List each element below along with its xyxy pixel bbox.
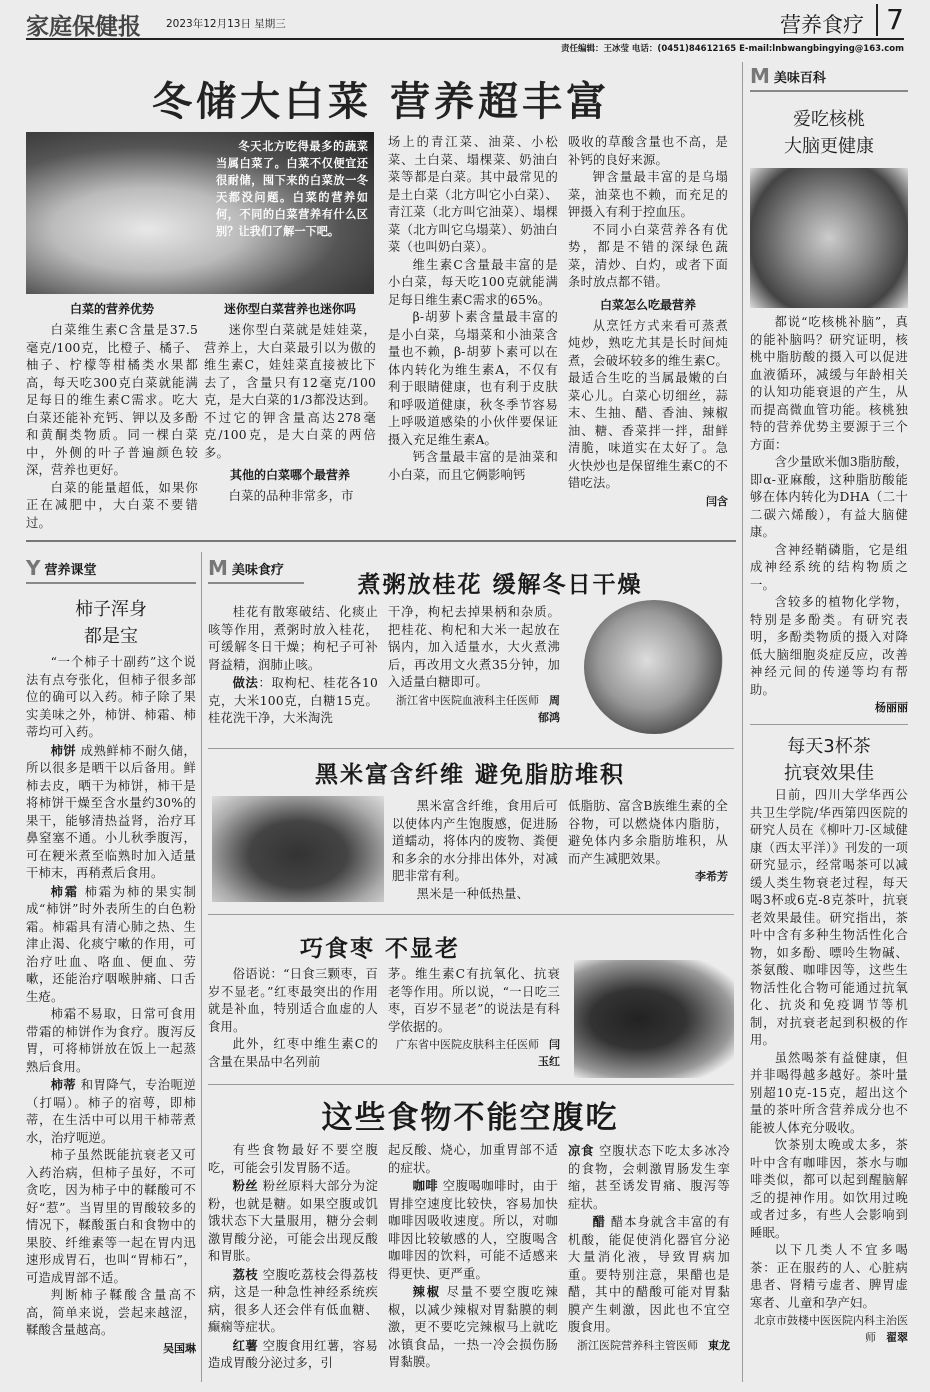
- paragraph: [208, 1266, 378, 1337]
- y-logo-icon: Y: [26, 556, 41, 580]
- headline-empty-stomach: 这些食物不能空腹吃: [321, 1100, 619, 1136]
- paragraph-text: 粉丝原料大部分为淀粉，也就是糖。如果空腹或饥饿状态下大量服用，糖分会刺激胃酸分泌，可能会出现反酸和胃胀。: [208, 1179, 378, 1263]
- paragraph: 黑米富含纤维，食用后可以使体内产生饱腹感，促进肠道蠕动，将体内的废物、粪便和多余的水分排出体外，对减肥非常有利。: [392, 799, 558, 883]
- paragraph-text: ：取枸杞、桂花各10克，大米100克，白糖15克。桂花洗干净，大米淘洗: [208, 676, 378, 725]
- author-title: 浙江医院营养科主管医师: [577, 1338, 698, 1352]
- food-section-label: [208, 556, 304, 584]
- keyword: 凉食: [568, 1143, 595, 1158]
- paragraph: 含神经鞘磷脂，它是组成神经系统的结构物质之一。: [750, 542, 908, 592]
- paragraph: 含少量欧米伽3脂肪酸，即α-亚麻酸，这种脂肪酸能够在体内转化为DHA（二十二碳六烯酸），有益大脑健康。: [750, 455, 908, 539]
- black-rice-photo: [212, 796, 384, 902]
- author-name: 杨丽丽: [875, 701, 908, 714]
- section-label-class: [26, 556, 196, 584]
- paragraph: [26, 883, 196, 1007]
- section-label-text: 美味食疗: [231, 562, 284, 578]
- keyword: 醋: [592, 1214, 606, 1229]
- black-rice-col-2: [568, 798, 728, 904]
- paragraph-text: 成熟鲜柿不耐久储，所以很多是晒干以后备用。鲜柿去皮，晒干为柿饼，柿干是将柿饼干燥至含水量约30%的果干，能够清热益肾，治疗耳鼻窒塞不通。小儿秋季腹泻，可在粳米煮至临熟时加入适量干柿末，再稍煮后食用。: [26, 743, 196, 880]
- author-name: 吴国琳: [163, 1341, 196, 1355]
- subhead-other: 其他的白菜哪个最营养: [229, 468, 350, 482]
- keyword: 柿饼: [50, 742, 77, 758]
- byline: [750, 699, 908, 716]
- right-column: [750, 64, 908, 1382]
- paragraph: 白菜的品种非常多，市: [228, 489, 354, 503]
- paragraph: 以下几类人不宜多喝茶：正在服药的人、心脏病患者、肾精亏虚者、脾胃虚寒者、儿童和孕产妇。: [750, 1243, 908, 1310]
- byline: [568, 868, 728, 885]
- divider: [201, 552, 202, 1382]
- jujube-col-2: [388, 966, 560, 1076]
- keyword: 荔枝: [232, 1266, 259, 1282]
- section-label-food: [208, 556, 304, 584]
- jujube-col-1: [208, 966, 378, 1076]
- paragraph: 低脂肪、富含B族维生素的全谷物，可以燃烧体内脂肪，避免体内多余脂肪堆积，从而产生减肥效果。: [568, 799, 728, 866]
- headline-osmanthus: 煮粥放桂花 缓解冬日干燥: [357, 572, 643, 598]
- paragraph: 起反酸、烧心，加重胃部不适的症状。: [388, 1143, 558, 1175]
- walnut-title-2: 大脑更健康: [784, 136, 874, 157]
- paragraph: β-胡萝卜素含量最丰富的是小白菜，乌塌菜和小油菜含量也不赖，β-胡萝卜素可以在体内转化为维生素A，不仅有利于眼睛健康，也有利于皮肤和呼吸道健康，秋冬季节容易上呼吸道感染的小伙伴要保证摄入充足维生素A。: [388, 310, 558, 447]
- paragraph: 吸收的草酸含量也不高，是补钙的良好来源。: [568, 135, 728, 167]
- paragraph: 迷你型白菜就是娃娃菜，营养上，大白菜最引以为傲的维生素C，娃娃菜直接被比下去了，含量只有12毫克/100克，是大白菜的1/3都没达到。不过它的钾含量高达278毫克/100克，是大白菜的两倍多。: [204, 323, 376, 460]
- author-name: 東龙: [708, 1338, 730, 1352]
- paragraph: 黑米是一种低热量、: [416, 886, 530, 901]
- keyword: 粉丝: [232, 1178, 259, 1193]
- byline: [388, 692, 560, 726]
- paragraph-text: 空腹食用红薯，容易造成胃酸分泌过多，引: [208, 1338, 378, 1370]
- paragraph: [568, 1213, 730, 1337]
- byline: [388, 1036, 560, 1070]
- subhead-howto: 白菜怎么吃最营养: [599, 297, 696, 312]
- keyword: 咖啡: [412, 1178, 439, 1193]
- section-label-text: 营养课堂: [44, 562, 97, 578]
- subhead-advantage: 白菜的营养优势: [69, 302, 154, 316]
- tea-title-2: 抗衰效果佳: [784, 763, 874, 784]
- persimmon-title-1: 柿子浑身: [75, 599, 147, 620]
- paragraph: [388, 1283, 558, 1372]
- editor-line: 责任编辑：王冰莹 电话：(0451)84612165 E-mail:lnbwangbingying@163.com: [560, 44, 904, 54]
- paragraph: 从烹饪方式来看可蒸煮炖炒，熟吃尤其是长时间炖煮，会破坏较多的维生素C。最适合生吃的当属最嫩的白菜心儿。白菜心切细丝，蒜末、生抽、醋、香油、辣椒油、糖、香菜拌一拌，甜鲜清脆，味道实在太好了。急火快炒也是保留维生素C的不错吃法。: [568, 318, 728, 490]
- paragraph: 白菜的能量超低，如果你正在减肥中，大白菜不要错过。: [26, 480, 198, 530]
- byline: [568, 493, 728, 510]
- paragraph-text: 空腹吃荔枝会得荔枝病，这是一种急性神经系统疾病，很多人还会伴有低血糖、癫痫等症状。: [208, 1267, 378, 1334]
- lead-box: 冬天北方吃得最多的蔬菜当属白菜了。白菜不仅便宜还很耐储，囤下来的白菜放一冬天都没问题。白菜的营养如何，不同的白菜营养有什么区别？让我们了解一下吧。: [216, 140, 368, 238]
- paragraph: 此外，红枣中维生素C的含量在果品中名列前: [208, 1037, 378, 1069]
- byline: [568, 1337, 730, 1354]
- main-col-3: [388, 134, 558, 520]
- main-headline: 冬储大白菜 营养超丰富: [152, 79, 610, 125]
- osmanthus-col-2: [388, 604, 560, 736]
- cabbage-photo: [26, 132, 374, 294]
- paragraph: [388, 1177, 558, 1283]
- paragraph-text: 柿霜为柿的果实制成“柿饼”时外表所生的白色粉霜。柿霜具有清心肺之热、生津止渴、化痰宁嗽的作用，可治疗吐血、咯血、便血、劳嗽，还能治疗咽喉肿痛、口舌生疮。: [26, 884, 197, 1004]
- paper-name: 家庭保健报: [26, 14, 141, 40]
- black-rice-col-1: [392, 798, 558, 904]
- persimmon-column: [26, 556, 196, 1382]
- paragraph: [208, 1337, 378, 1373]
- porridge-photo: [584, 600, 724, 734]
- paragraph: 桂花有散寒破结、化痰止咳等作用，煮粥时放入桂花，可缓解冬日干燥；枸杞子可补肾益精，润肺止咳。: [208, 605, 378, 672]
- paragraph: 日前，四川大学华西公共卫生学院/华西第四医院的研究人员在《柳叶刀-区域健康（西太平洋）》刊发的一项研究显示，经常喝茶可以减缓人类生物衰老过程，每天喝3杯或6克-8克茶叶，抗衰老效果最佳。研究指出，茶叶中含有多种生物活性化合物，如多酚、嘌呤生物碱、茶氨酸、咖啡因等，这些生物活性化合物可能通过抗氧化、抗炎和免疫调节等机制，对抗衰老起到积极的作用。: [750, 788, 908, 1047]
- paragraph: [26, 1076, 196, 1147]
- walnut-photo: [750, 168, 908, 308]
- author-title: 浙江省中医院血液科主任医师: [396, 693, 539, 707]
- walnut-title-1: 爱吃核桃: [793, 109, 865, 130]
- paragraph: 场上的青江菜、油菜、小松菜、土白菜、塌棵菜、奶油白菜等都是白菜。其中最常见的是土白菜（北方叫它小白菜）、青江菜（北方叫它油菜）、塌棵菜（北方叫它乌塌菜）、奶油白菜（也叫奶白菜）。: [388, 135, 558, 254]
- paragraph: [26, 742, 196, 883]
- author-name: 李希芳: [695, 870, 728, 883]
- paragraph: 柿子虽然既能抗衰老又可入药治病，但柿子虽好，不可贪吃，因为柿子中的鞣酸可不好“惹”。当胃里的胃酸较多的情况下，鞣酸蛋白和食物中的果胶、纤维素等一起在胃内迅速形成胃石，也叫“胃柿石”，可造成胃部不适。: [26, 1148, 196, 1285]
- paragraph: 都说“吃核桃补脑”，真的能补脑吗？研究证明，核桃中脂肪酸的摄入可以促进血液循环，减缓与年龄相关的认知功能衰退的产生，从而提高微血管功能。核桃独特的营养优势主要源于三个方面：: [750, 315, 908, 452]
- divider: [208, 1084, 734, 1085]
- divider: [26, 540, 736, 542]
- masthead: [26, 3, 904, 40]
- paragraph: [208, 674, 378, 728]
- divider: [208, 914, 734, 915]
- empty-stomach-col-2: [388, 1142, 558, 1382]
- paragraph-text: 空腹状态下吃太多冰冷的食物，会刺激胃肠发生挛缩，甚至诱发胃痛、腹泻等症状。: [568, 1144, 730, 1211]
- headline-black-rice: 黑米富含纤维 避免脂肪堆积: [314, 762, 625, 788]
- byline: [26, 1340, 196, 1357]
- paragraph: [208, 1177, 378, 1266]
- paragraph: [568, 1142, 730, 1213]
- author-title: 广东省中医院皮肤科主任医师: [396, 1038, 539, 1051]
- paragraph: 有些食物最好不要空腹吃，可能会引发胃肠不适。: [208, 1143, 378, 1175]
- keyword: 红薯: [232, 1337, 259, 1353]
- m-logo-icon: M: [750, 64, 770, 88]
- paragraph-text: 尽量不要空腹吃辣椒，以减少辣椒对胃黏膜的刺激，更不要吃完辣椒马上就吃冰镇食品，一热一冷会损伤肠胃黏膜。: [388, 1285, 559, 1369]
- paragraph: 钙含量最丰富的是油菜和小白菜，而且它俩影响钙: [388, 450, 558, 482]
- main-col-4: [568, 134, 728, 520]
- divider: [208, 748, 734, 749]
- paragraph: 白菜维生素C含量是37.5毫克/100克，比橙子、橘子、柚子、柠檬等柑橘类水果都高，每天吃300克白菜就能满足每日的维生素C需求。吃大白菜还能补充钙、钾以及多酚和黄酮类物质。同一棵白菜中，外侧的叶子普遍颜色较深，营养也更好。: [26, 323, 198, 477]
- paragraph: 虽然喝茶有益健康，但并非喝得越多越好。茶叶量别超10克-15克，超出这个量的茶叶所含营养成分也不能被人体充分吸收。: [750, 1050, 908, 1135]
- section-label-encyclopedia: [750, 64, 908, 92]
- subhead-mini: 迷你型白菜营养也迷你吗: [223, 302, 356, 316]
- paragraph: 俗语说：“日食三颗枣，百岁不显老。”红枣最突出的作用就是补血，特别适合血虚的人食用。: [208, 967, 378, 1034]
- main-col-2: [204, 296, 376, 520]
- osmanthus-col-1: [208, 604, 378, 736]
- paragraph: “一个柿子十副药”这个说法有点夸张化，但柿子很多部位的确可以入药。柿子除了果实美味之外，柿饼、柿霜、柿蒂均可入药。: [26, 655, 196, 739]
- issue-date: 2023年12月13日 星期三: [166, 18, 286, 30]
- headline-jujube: 巧食枣 不显老: [299, 936, 460, 962]
- author-name: 闫玉红: [538, 1038, 560, 1068]
- paragraph-text: 醋本身就含丰富的有机酸，能促使消化器官分泌大量消化液，导致胃病加重。要特别注意，果醋也是醋，其中的醋酸可能对胃黏膜产生刺激，因此也不宜空腹食用。: [568, 1215, 731, 1334]
- byline: [750, 1312, 908, 1346]
- main-col-1: [26, 296, 198, 530]
- divider: [742, 62, 743, 1382]
- page-number: 7: [876, 4, 904, 36]
- paragraph: 不同小白菜营养各有优势，都是不错的深绿色蔬菜，清炒、白灼，或者下面条时放点都不错。: [568, 222, 728, 289]
- keyword: 柿霜: [50, 883, 79, 899]
- tea-title-1: 每天3杯茶: [787, 736, 871, 757]
- paragraph-text: 空腹喝咖啡时，由于胃排空速度比较快，容易加快咖啡因吸收速度。所以，对咖啡因比较敏感的人，空腹喝含咖啡因的饮料，可能不适感来得更快、更严重。: [388, 1179, 558, 1281]
- author-name: 闫含: [706, 494, 728, 508]
- empty-stomach-col-3: [568, 1142, 730, 1382]
- paragraph: 饮茶别太晚或太多，茶叶中含有咖啡因，茶水与咖啡类似，都可以起到醒脑解乏的提神作用。如饮用过晚或者过多，有些人会影响到睡眠。: [750, 1138, 908, 1240]
- keyword: 柿蒂: [50, 1077, 77, 1092]
- empty-stomach-col-1: [208, 1142, 378, 1382]
- paragraph: 含较多的植物化学物，特别是多酚类。有研究表明，多酚类物质的摄入对降低大脑细胞炎症反应，改善神经元间的传递等均有帮助。: [750, 595, 908, 697]
- author-title: 北京市鼓楼中医医院内科主治医师: [754, 1314, 908, 1344]
- paragraph: 柿霜不易取，日常可食用带霜的柿饼作为食疗。腹泻反胃，可将柿饼放在饭上一起蒸熟后食用。: [26, 1007, 196, 1074]
- keyword: 做法: [232, 675, 259, 690]
- section-label-text: 美味百科: [773, 70, 826, 86]
- author-name: 翟翠: [886, 1331, 908, 1344]
- keyword: 辣椒: [412, 1284, 441, 1299]
- paragraph: 判断柿子鞣酸含量高不高，简单来说，尝起来越涩，鞣酸含量越高。: [26, 1288, 196, 1337]
- m-logo-icon: M: [208, 556, 228, 580]
- jujube-photo: [574, 960, 734, 1078]
- section-name: 营养食疗: [780, 13, 864, 37]
- paragraph: 维生素C含量最丰富的是小白菜，每天吃100克就能满足每日维生素C需求的65%。: [388, 257, 558, 307]
- paragraph: 钾含量最丰富的是乌塌菜，油菜也不赖，而充足的钾摄入有利于控血压。: [568, 170, 728, 219]
- paragraph: 干净，枸杞去掉果柄和杂质。把桂花、枸杞和大米一起放在锅内，加入适量水，大火煮沸后，再改用文火煮35分钟，加入适量白糖即可。: [388, 605, 560, 689]
- paragraph-text: 和胃降气，专治呃逆（打嗝）。柿子的宿萼，即柿蒂，在生活中可以用干柿蒂煮水，治疗呃逆。: [26, 1078, 196, 1145]
- paragraph: 茅。维生素C有抗氧化、抗衰老等作用。所以说，“一日吃三枣，百岁不显老”的说法是有科学依据的。: [388, 967, 560, 1034]
- persimmon-title-2: 都是宝: [84, 626, 138, 647]
- author-name: 周郁鸿: [538, 693, 560, 724]
